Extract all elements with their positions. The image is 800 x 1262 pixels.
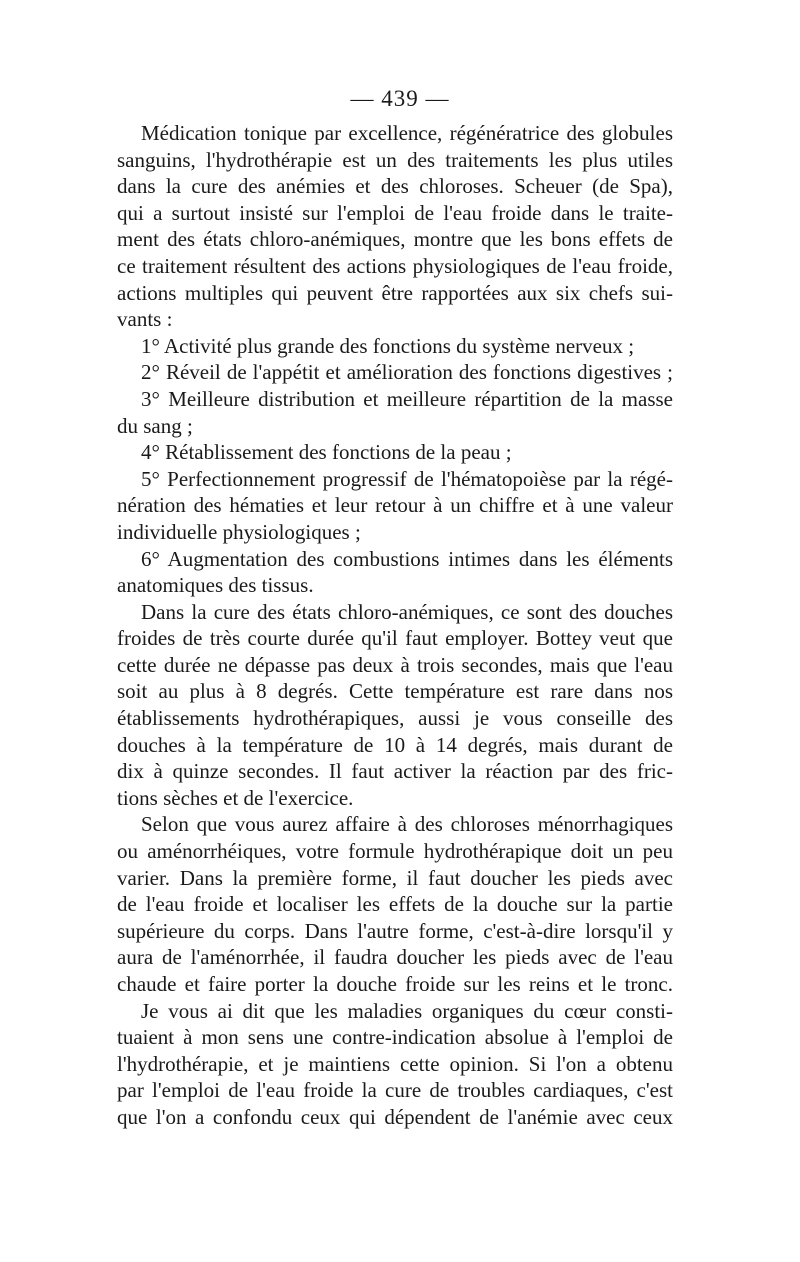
text-line: sanguins, l'hydrothérapie est un des traitements les plus utiles xyxy=(117,147,673,172)
text-line: que l'on a confondu ceux qui dépendent de l'anémie avec ceux xyxy=(117,1104,673,1129)
text-line: varier. Dans la première forme, il faut doucher les pieds avec xyxy=(117,865,673,890)
text-line: vants : xyxy=(117,307,173,332)
page-number: — 439 — xyxy=(350,86,450,111)
text-line: qui a surtout insisté sur l'emploi de l'eau froide dans le traite- xyxy=(117,200,673,225)
text-line: Médication tonique par excellence, régénératrice des globules xyxy=(141,121,673,145)
text-line: 6° Augmentation des combustions intimes dans les éléments xyxy=(141,546,673,571)
text-line: 5° Perfectionnement progressif de l'hématopoièse par la régé- xyxy=(141,466,673,491)
text-line: dix à quinze secondes. Il faut activer la réaction par des fric- xyxy=(117,759,673,784)
text-line: ment des états chloro-anémiques, montre que les bons effets de xyxy=(117,227,673,252)
text-line: de l'eau froide et localiser les effets de la douche sur la partie xyxy=(117,892,673,917)
text-line: cette durée ne dépasse pas deux à trois secondes, mais que l'eau xyxy=(117,652,673,677)
text-line: établissements hydrothérapiques, aussi je vous conseille des xyxy=(117,706,673,731)
text-line: 4° Rétablissement des fonctions de la peau ; xyxy=(141,440,512,465)
text-line: dans la cure des anémies et des chloroses. Scheuer (de Spa), xyxy=(117,174,673,199)
text-line: 3° Meilleure distribution et meilleure répartition de la masse xyxy=(141,386,673,411)
text-line: froides de très courte durée qu'il faut employer. Bottey veut que xyxy=(117,626,673,651)
text-line: par l'emploi de l'eau froide la cure de troubles cardiaques, c'est xyxy=(117,1078,673,1103)
text-line: 2° Réveil de l'appétit et amélioration des fonctions digestives ; xyxy=(141,360,673,385)
text-line: tions sèches et de l'exercice. xyxy=(117,785,354,810)
text-line: ce traitement résultent des actions physiologiques de l'eau froide, xyxy=(117,253,673,278)
text-line: individuelle physiologiques ; xyxy=(117,519,361,544)
text-line: anatomiques des tissus. xyxy=(117,573,314,598)
text-line: du sang ; xyxy=(117,413,193,438)
text-line: actions multiples qui peuvent être rapportées aux six chefs sui- xyxy=(117,280,673,305)
text-line: Selon que vous aurez affaire à des chloroses ménorrhagiques xyxy=(141,812,673,837)
text-line: aura de l'aménorrhée, il faudra doucher les pieds avec de l'eau xyxy=(117,945,673,970)
text-line: Je vous ai dit que les maladies organiques du cœur consti- xyxy=(141,998,673,1023)
text-line: douches à la température de 10 à 14 degrés, mais durant de xyxy=(117,732,673,757)
text-line: supérieure du corps. Dans l'autre forme, c'est-à-dire lorsqu'il y xyxy=(117,918,673,943)
text-line: Dans la cure des états chloro-anémiques, ce sont des douches xyxy=(141,599,673,624)
body-text xyxy=(117,120,673,1131)
text-line: tuaient à mon sens une contre-indication absolue à l'emploi de xyxy=(117,1025,673,1050)
text-line: 1° Activité plus grande des fonctions du système nerveux ; xyxy=(141,333,635,358)
text-line: l'hydrothérapie, et je maintiens cette opinion. Si l'on a obtenu xyxy=(117,1051,673,1076)
text-line: nération des hématies et leur retour à un chiffre et à une valeur xyxy=(117,493,673,518)
text-line: ou aménorrhéiques, votre formule hydrothérapique doit un peu xyxy=(117,839,673,864)
text-line: chaude et faire porter la douche froide sur les reins et le tronc. xyxy=(117,972,673,996)
text-line: soit au plus à 8 degrés. Cette température est rare dans nos xyxy=(117,679,673,704)
